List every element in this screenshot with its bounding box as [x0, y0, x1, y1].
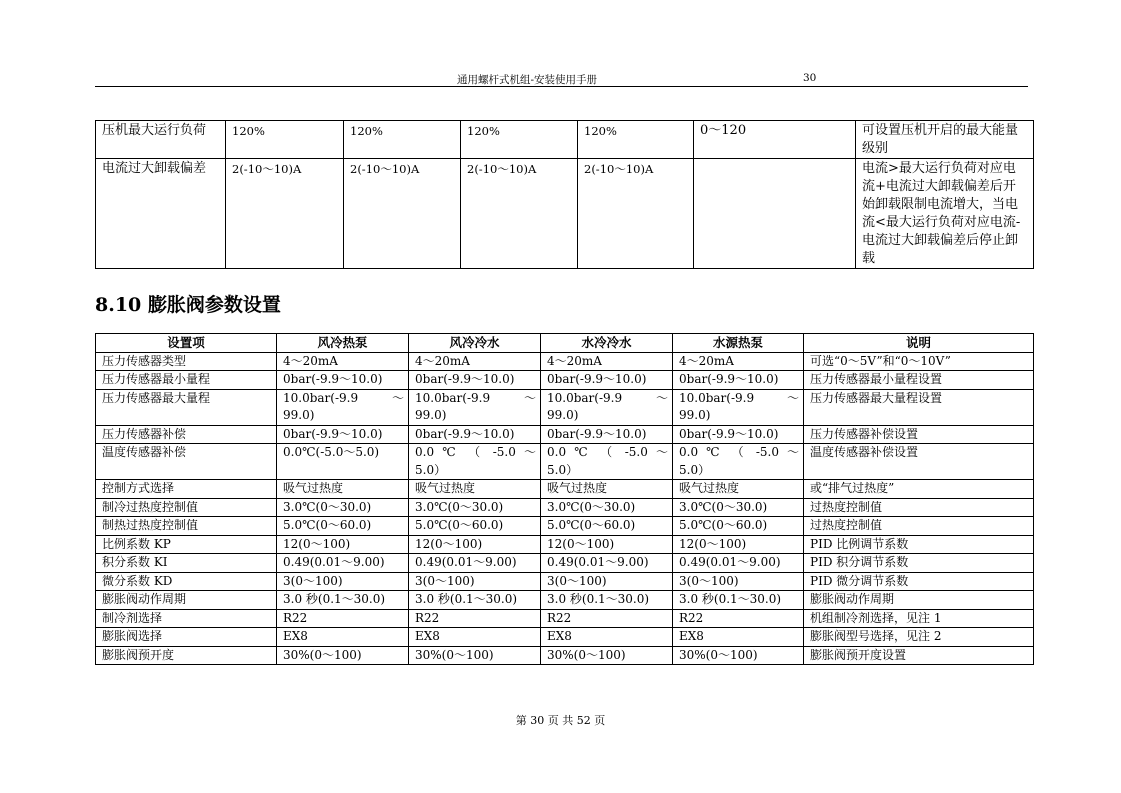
param-value: 0bar(-9.9～10.0): [541, 425, 673, 444]
param-name: 膨胀阀动作周期: [96, 591, 277, 610]
param-value: 0.0 ℃ （ -5.0 ～ 5.0）: [673, 444, 804, 480]
param-value: R22: [277, 609, 409, 628]
param-description: 电流>最大运行负荷对应电流+电流过大卸载偏差后开始卸载限制电流增大，当电流<最大运行负荷对应电流-电流过大卸载偏差后停止卸载: [856, 159, 1034, 269]
param-name: 膨胀阀预开度: [96, 646, 277, 665]
param-value: 3.0 秒(0.1～30.0): [673, 591, 804, 610]
param-value: 0bar(-9.9～10.0): [277, 371, 409, 390]
param-value: 5.0℃(0～60.0): [409, 517, 541, 536]
param-value: R22: [541, 609, 673, 628]
param-value: EX8: [673, 628, 804, 647]
param-value: 2(-10～10)A: [578, 159, 694, 269]
param-value: 吸气过热度: [277, 480, 409, 499]
param-range: [694, 159, 856, 269]
table-row: [96, 159, 1034, 269]
param-value: 0.49(0.01～9.00): [673, 554, 804, 573]
param-description: 膨胀阀动作周期: [804, 591, 1034, 610]
param-value: 4～20mA: [541, 352, 673, 371]
param-description: 温度传感器补偿设置: [804, 444, 1034, 480]
param-value: 0bar(-9.9～10.0): [409, 371, 541, 390]
param-name: 制热过热度控制值: [96, 517, 277, 536]
expansion-valve-parameter-table: [95, 333, 1034, 665]
column-header: 风冷冷水: [409, 334, 541, 353]
param-description: PID 积分调节系数: [804, 554, 1034, 573]
param-description: 压力传感器最大量程设置: [804, 389, 1034, 425]
param-value: 0bar(-9.9～10.0): [673, 425, 804, 444]
param-value: 3(0～100): [277, 572, 409, 591]
param-value: 0.0 ℃ （ -5.0 ～ 5.0）: [541, 444, 673, 480]
param-value: 2(-10～10)A: [461, 159, 578, 269]
param-value: 10.0bar(-9.9 ～ 99.0): [409, 389, 541, 425]
param-description: 压力传感器最小量程设置: [804, 371, 1034, 390]
param-value: 0.49(0.01～9.00): [409, 554, 541, 573]
param-value: 12(0～100): [409, 535, 541, 554]
param-name: 制冷剂选择: [96, 609, 277, 628]
param-value: 3(0～100): [541, 572, 673, 591]
param-value: 120%: [226, 121, 344, 159]
param-name: 压力传感器补偿: [96, 425, 277, 444]
param-value: 3.0℃(0～30.0): [409, 498, 541, 517]
param-value: 5.0℃(0～60.0): [277, 517, 409, 536]
param-value: 0.0℃(-5.0～5.0): [277, 444, 409, 480]
param-value: 3.0 秒(0.1～30.0): [541, 591, 673, 610]
column-header: 水源热泵: [673, 334, 804, 353]
table-row: [96, 628, 1034, 647]
param-value: 2(-10～10)A: [344, 159, 461, 269]
document-title: 通用螺杆式机组-安装使用手册: [457, 74, 598, 86]
table-row: [96, 444, 1034, 480]
param-value: EX8: [541, 628, 673, 647]
param-value: 3.0℃(0～30.0): [673, 498, 804, 517]
param-value: R22: [409, 609, 541, 628]
param-description: 过热度控制值: [804, 498, 1034, 517]
param-value: 30%(0～100): [673, 646, 804, 665]
param-name: 微分系数 KD: [96, 572, 277, 591]
continued-parameter-table: [95, 120, 1034, 269]
param-name: 压力传感器最小量程: [96, 371, 277, 390]
table-row: [96, 352, 1034, 371]
param-value: 30%(0～100): [541, 646, 673, 665]
param-value: 5.0℃(0～60.0): [673, 517, 804, 536]
param-value: 3.0℃(0～30.0): [541, 498, 673, 517]
param-description: 或“排气过热度”: [804, 480, 1034, 499]
param-name: 膨胀阀选择: [96, 628, 277, 647]
column-header: 说明: [804, 334, 1034, 353]
table-header-row: [96, 334, 1034, 353]
page-header: [95, 68, 1028, 87]
param-description: 膨胀阀型号选择，见注 2: [804, 628, 1034, 647]
param-value: 4～20mA: [277, 352, 409, 371]
param-value: EX8: [277, 628, 409, 647]
table-row: [96, 121, 1034, 159]
table-row: [96, 572, 1034, 591]
param-name: 压机最大运行负荷: [96, 121, 226, 159]
param-description: 压力传感器补偿设置: [804, 425, 1034, 444]
param-value: 2(-10～10)A: [226, 159, 344, 269]
param-name: 压力传感器类型: [96, 352, 277, 371]
table-row: [96, 535, 1034, 554]
param-value: 吸气过热度: [541, 480, 673, 499]
param-value: 12(0～100): [673, 535, 804, 554]
param-name: 积分系数 KI: [96, 554, 277, 573]
param-description: 膨胀阀预开度设置: [804, 646, 1034, 665]
table-row: [96, 371, 1034, 390]
table-row: [96, 498, 1034, 517]
section-heading: 8.10 膨胀阀参数设置: [95, 294, 281, 316]
column-header: 水冷冷水: [541, 334, 673, 353]
param-value: 0.49(0.01～9.00): [541, 554, 673, 573]
param-name: 压力传感器最大量程: [96, 389, 277, 425]
param-value: 10.0bar(-9.9 ～ 99.0): [541, 389, 673, 425]
param-value: 0bar(-9.9～10.0): [409, 425, 541, 444]
param-name: 电流过大卸载偏差: [96, 159, 226, 269]
param-value: 0bar(-9.9～10.0): [541, 371, 673, 390]
table-row: [96, 554, 1034, 573]
param-value: 30%(0～100): [409, 646, 541, 665]
table-row: [96, 646, 1034, 665]
param-value: 120%: [344, 121, 461, 159]
param-value: EX8: [409, 628, 541, 647]
param-value: 3(0～100): [409, 572, 541, 591]
param-value: 3.0 秒(0.1～30.0): [409, 591, 541, 610]
param-value: 0bar(-9.9～10.0): [673, 371, 804, 390]
param-value: 4～20mA: [673, 352, 804, 371]
param-description: 机组制冷剂选择，见注 1: [804, 609, 1034, 628]
param-value: 12(0～100): [277, 535, 409, 554]
page-footer: 第 30 页 共 52 页: [515, 714, 606, 727]
param-value: 3(0～100): [673, 572, 804, 591]
column-header: 风冷热泵: [277, 334, 409, 353]
param-description: PID 比例调节系数: [804, 535, 1034, 554]
param-value: 吸气过热度: [673, 480, 804, 499]
param-value: 12(0～100): [541, 535, 673, 554]
param-value: 10.0bar(-9.9 ～ 99.0): [673, 389, 804, 425]
table-row: [96, 389, 1034, 425]
param-value: 120%: [578, 121, 694, 159]
table-row: [96, 425, 1034, 444]
table-row: [96, 517, 1034, 536]
column-header: 设置项: [96, 334, 277, 353]
table-row: [96, 591, 1034, 610]
param-name: 制冷过热度控制值: [96, 498, 277, 517]
header-page-number: 30: [803, 72, 817, 84]
param-name: 控制方式选择: [96, 480, 277, 499]
param-value: 3.0℃(0～30.0): [277, 498, 409, 517]
param-name: 比例系数 KP: [96, 535, 277, 554]
param-value: 120%: [461, 121, 578, 159]
param-description: PID 微分调节系数: [804, 572, 1034, 591]
param-name: 温度传感器补偿: [96, 444, 277, 480]
param-value: 30%(0～100): [277, 646, 409, 665]
param-description: 可选“0～5V”和“0～10V”: [804, 352, 1034, 371]
param-description: 过热度控制值: [804, 517, 1034, 536]
table-row: [96, 609, 1034, 628]
param-value: 3.0 秒(0.1～30.0): [277, 591, 409, 610]
param-value: 4～20mA: [409, 352, 541, 371]
param-value: 5.0℃(0～60.0): [541, 517, 673, 536]
param-value: 0bar(-9.9～10.0): [277, 425, 409, 444]
param-description: 可设置压机开启的最大能量级别: [856, 121, 1034, 159]
param-value: 0.49(0.01～9.00): [277, 554, 409, 573]
param-range: 0～120: [694, 121, 856, 159]
param-value: 0.0 ℃ （ -5.0 ～ 5.0）: [409, 444, 541, 480]
table-row: [96, 480, 1034, 499]
param-value: 吸气过热度: [409, 480, 541, 499]
param-value: R22: [673, 609, 804, 628]
param-value: 10.0bar(-9.9 ～ 99.0): [277, 389, 409, 425]
